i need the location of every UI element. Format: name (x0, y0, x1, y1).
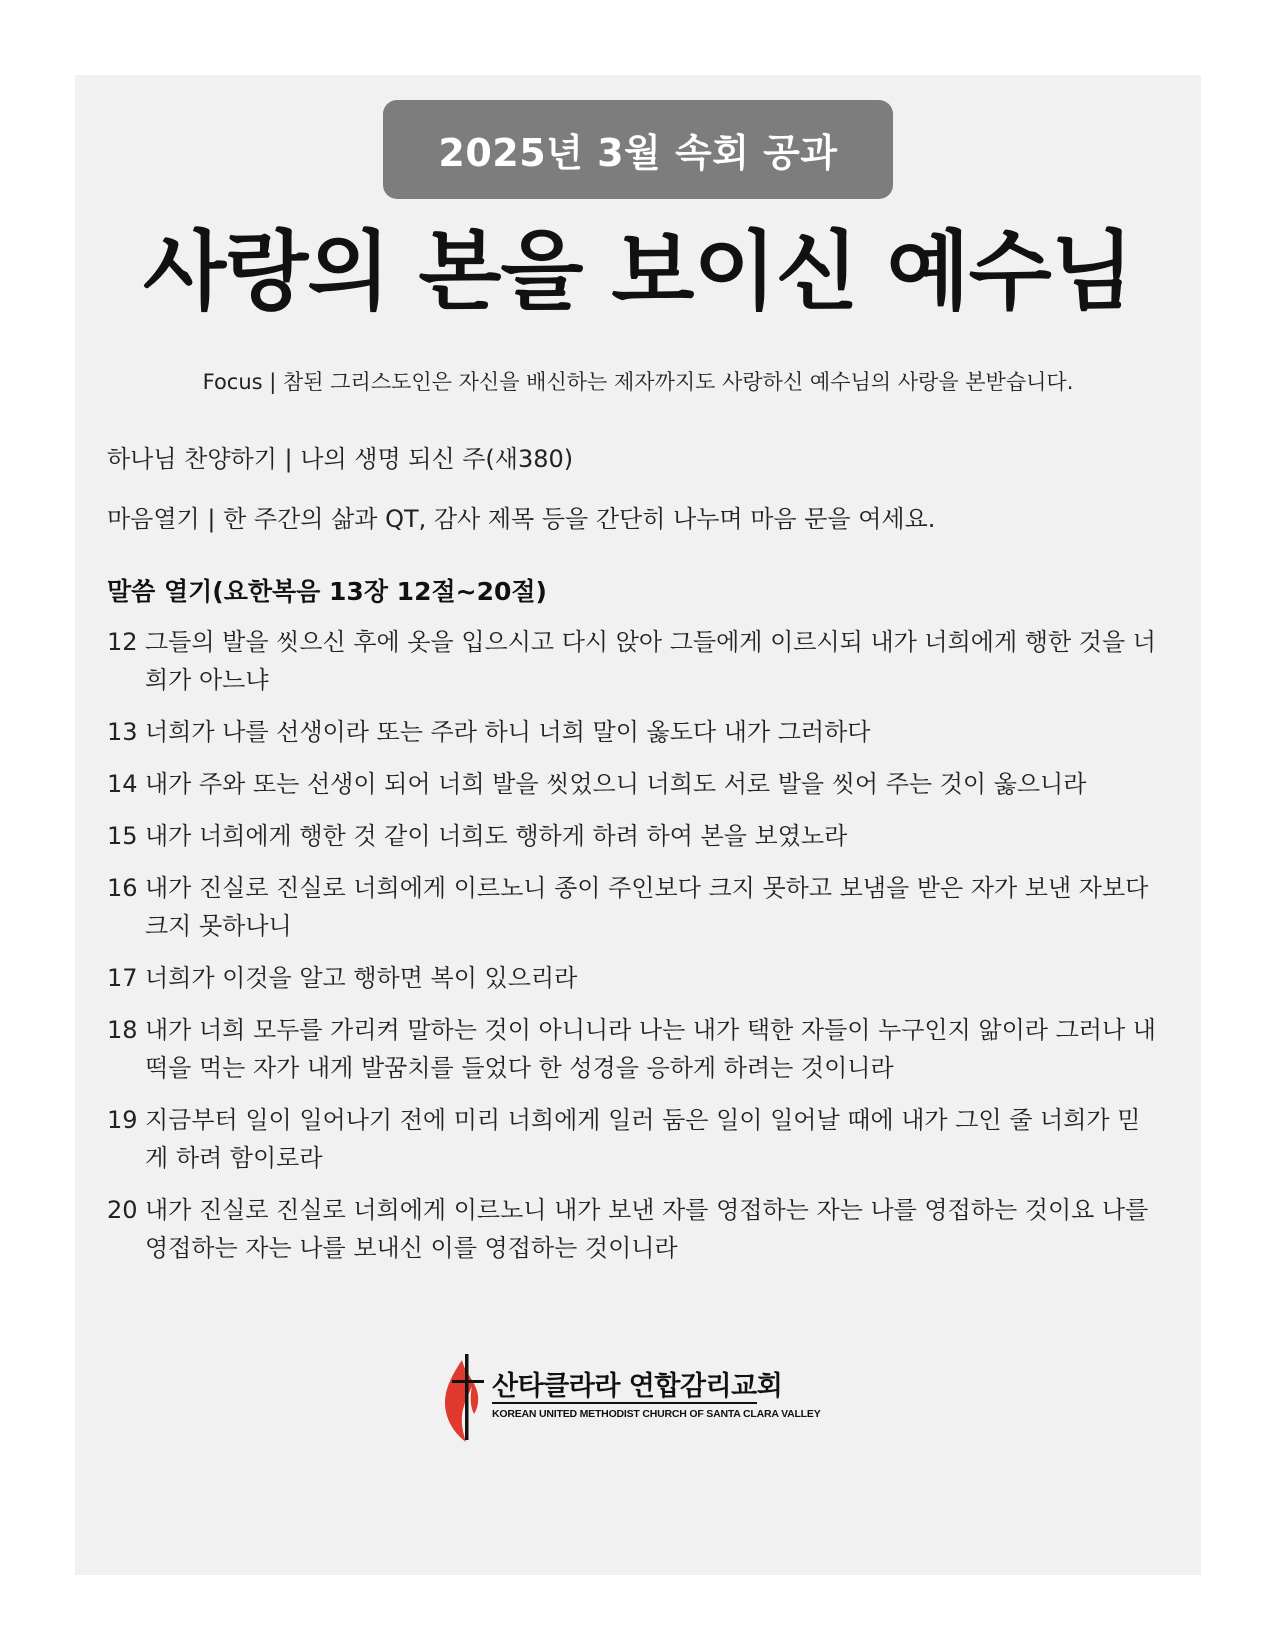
month-badge: 2025년 3월 속회 공과 (383, 100, 893, 199)
verse-item (107, 713, 1157, 751)
verse-item (107, 1101, 1157, 1177)
verse-number: 12 (107, 628, 138, 656)
logo-divider (492, 1402, 757, 1404)
verse-item (107, 959, 1157, 997)
focus-statement: Focus | 참된 그리스도인은 자신을 배신하는 제자까지도 사랑하신 예수님의 사랑을 본받습니다. (202, 370, 1074, 394)
scripture-heading: 말씀 열기(요한복음 13장 12절~20절) (107, 577, 547, 606)
verse-text: 내가 너희 모두를 가리켜 말하는 것이 아니니라 나는 내가 택한 자들이 누구인지 앎이라 그러나 내 떡을 먹는 자가 내게 발꿈치를 들었다 한 성경을 응하게 하려는 것이니라 (145, 1016, 1156, 1082)
open-heart-line: 마음열기 | 한 주간의 삶과 QT, 감사 제목 등을 간단히 나누며 마음 문을 여세요. (107, 505, 936, 533)
verse-number: 13 (107, 718, 138, 746)
verse-item (107, 869, 1157, 945)
verse-item (107, 1011, 1157, 1087)
verse-item (107, 817, 1157, 855)
verse-list (107, 623, 1157, 1281)
verse-text: 그들의 발을 씻으신 후에 옷을 입으시고 다시 앉아 그들에게 이르시되 내가 너희에게 행한 것을 너희가 아느냐 (145, 628, 1156, 694)
verse-text: 내가 주와 또는 선생이 되어 너희 발을 씻었으니 너희도 서로 발을 씻어 주는 것이 옳으니라 (145, 770, 1087, 798)
lesson-title: 사랑의 본을 보이신 예수님 (143, 222, 1133, 322)
church-english-name: KOREAN UNITED METHODIST CHURCH OF SANTA CLARA VALLEY (492, 1408, 821, 1420)
church-name: 산타클라라 연합감리교회 (492, 1371, 783, 1402)
verse-item (107, 1191, 1157, 1267)
cross-and-flame-icon (440, 1350, 490, 1445)
verse-text: 너희가 나를 선생이라 또는 주라 하니 너희 말이 옳도다 내가 그러하다 (145, 718, 871, 746)
verse-text: 지금부터 일이 일어나기 전에 미리 너희에게 일러 둠은 일이 일어날 때에 내가 그인 줄 너희가 믿게 하려 함이로라 (145, 1106, 1141, 1172)
verse-number: 15 (107, 822, 138, 850)
verse-number: 18 (107, 1016, 138, 1044)
verse-text: 내가 진실로 진실로 너희에게 이르노니 내가 보낸 자를 영접하는 자는 나를 영접하는 것이요 나를 영접하는 자는 나를 보내신 이를 영접하는 것이니라 (145, 1196, 1149, 1262)
verse-number: 17 (107, 964, 138, 992)
verse-number: 19 (107, 1106, 138, 1134)
verse-text: 너희가 이것을 알고 행하면 복이 있으리라 (145, 964, 578, 992)
lesson-card (75, 75, 1201, 1575)
praise-hymn-line: 하나님 찬양하기 | 나의 생명 되신 주(새380) (107, 445, 574, 473)
verse-text: 내가 진실로 진실로 너희에게 이르노니 종이 주인보다 크지 못하고 보냄을 받은 자가 보낸 자보다 크지 못하나니 (145, 874, 1149, 940)
church-logo (440, 1350, 821, 1450)
verse-number: 14 (107, 770, 138, 798)
verse-item (107, 623, 1157, 699)
verse-number: 20 (107, 1196, 138, 1224)
verse-item (107, 765, 1157, 803)
verse-text: 내가 너희에게 행한 것 같이 너희도 행하게 하려 하여 본을 보였노라 (145, 822, 848, 850)
verse-number: 16 (107, 874, 138, 902)
